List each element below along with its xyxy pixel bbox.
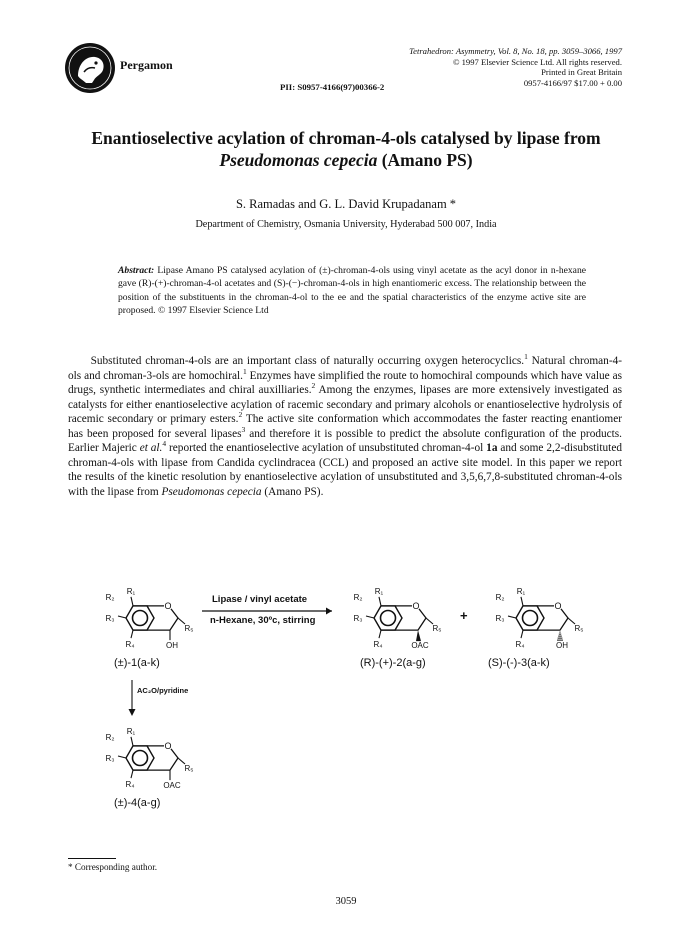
compound-label: 1a [486,442,498,454]
citation-ref[interactable]: 2 [311,381,316,391]
ring-oxygen: O [164,600,172,611]
hydroxyl-group: OH [556,641,568,651]
aromatic-circle [523,611,538,626]
abstract-text: Lipase Amano PS catalysed acylation of (±)-chroman-4-ols using vinyl acetate as the acyl donor in n-hexane gave (R)-(+)-chroman-4-ol acetates and (S)-(−)-chroman-4-ols in high enantiomeric excess. The relationship between the position of the substituents in the chroman-4-ol to the ee and the spatial characteristics of the enzyme active site are proposed. © 1997 Elsevier Science Ltd [118,265,586,317]
title-line-2 [40,149,652,171]
bond [118,756,126,758]
bond [147,749,178,770]
journal-citation: Tetrahedron: Asymmetry, Vol. 8, No. 18, pp. 3059–3066, 1997 [409,46,622,56]
citation-ref[interactable]: 4 [162,439,167,449]
molecule-3 [495,587,583,650]
body-text-span: (Amano PS). [261,485,324,498]
benzene-ring [126,606,154,630]
reaction-scheme [0,560,692,840]
substituent-r4: R₄ [125,780,135,790]
ring-oxygen: O [554,600,562,611]
footnote-rule [68,858,116,859]
body-text-span: Natural chroman-4-ols and chroman-3-ols are homochiral. [68,355,622,382]
citation-ref[interactable]: 3 [241,424,246,434]
bond [508,616,516,618]
bond [131,597,133,606]
body-text-span: and some 2,2-disubstituted chroman-4-ols with lipase from Candida cyclindracea (CCL) and proposed an active site model. In this paper we report the results of the kinetic resolution by enantioselective acylation of unsubstituted and 3,5,6,7,8-substituted chroman-4-ols with the lipase from [68,442,622,498]
substituent-r5: R₅ [574,624,584,633]
journal-info [409,46,622,88]
ring-oxygen: O [412,600,420,611]
body-text-span: The active site conformation which accommodates the faster reacting enantiomer has been proposed for several lipases [68,413,622,440]
substituent-r3: R₃ [495,614,505,623]
substituent-r4: R₄ [515,640,525,650]
benzene-ring [126,746,154,770]
bond [147,609,178,630]
body-text-span: Among the enzymes, lipases are more extensively investigated as catalysts for either enantioselective acylation of racemic secondary and primary alcohols or enantioselective hydrolysis of racemic secondary or primary esters. [68,384,622,425]
bond [537,609,568,630]
aromatic-circle [133,751,148,766]
substituent-r1: R₁ [374,586,384,596]
pii-code: PII: S0957-4166(97)00366-2 [280,82,385,92]
body-text-span: Substituted chroman-4-ols are an important class of naturally occurring oxygen heterocyclics. [90,355,525,367]
substituent-r1: R₁ [516,586,526,596]
printed-line: Printed in Great Britain [541,67,622,78]
benzene-ring [374,606,402,630]
body-text-span: and therefore it is possible to predict the absolute configuration of the products. Earlier Majeric [68,427,623,454]
citation-ref[interactable]: 1 [524,352,528,362]
wedge-bond [416,630,421,641]
abstract [118,264,586,318]
authors: S. Ramadas and G. L. David Krupadanam * [235,197,457,211]
benzene-ring [516,606,544,630]
bond [366,616,374,618]
ring-oxygen: O [164,740,172,751]
caption-compound-1: (±)-1(a-k) [114,657,160,669]
aromatic-circle [133,611,148,626]
bond [395,609,426,630]
substituent-r3: R₃ [105,614,115,623]
substituent-r3: R₃ [105,754,115,763]
body-text-span: reported the enantioselective acylation of unsubstituted chroman-4-ol [166,442,487,454]
citation-ref[interactable]: 2 [238,410,243,420]
body-paragraph [68,354,622,499]
substituent-r1: R₁ [126,726,136,736]
copyright-line: © 1997 Elsevier Science Ltd. All rights reserved. [452,56,622,67]
substituent-r5: R₅ [184,624,194,633]
substituent-r4: R₄ [125,640,135,650]
substituent-r4: R₄ [373,640,383,650]
substituent-r2: R₂ [105,592,115,602]
substituent-r2: R₂ [495,592,505,602]
substituent-r2: R₂ [105,732,115,742]
reagent-bottom: n-Hexane, 30ºc, stirring [210,615,316,626]
hydroxyl-group: OH [166,641,178,651]
bond [379,630,381,638]
et-al: et al. [139,442,163,454]
bond [379,597,381,606]
page-number: 3059 [335,896,357,907]
species-name: Pseudomonas cepecia [161,485,262,498]
substituent-r1: R₁ [126,586,136,596]
footnote: * Corresponding author. [68,862,158,872]
citation-ref[interactable]: 1 [242,366,247,376]
caption-compound-3: (S)-(-)-3(a-k) [488,657,550,669]
pergamon-logo-icon [64,42,116,94]
substituent-r5: R₅ [184,764,194,773]
bond [131,630,133,638]
substituent-r2: R₂ [353,592,363,602]
title-line-1: Enantioselective acylation of chroman-4-ols catalysed by lipase from [91,128,601,148]
bond [131,770,133,778]
title-species: Pseudomonas cepecia [219,150,378,170]
molecule-2 [353,587,441,650]
publisher-name: Pergamon [120,58,173,72]
substituent-r3: R₃ [353,614,363,623]
bond [521,630,523,638]
acetate-group: OAC [411,641,429,651]
molecule-1 [105,587,193,650]
affiliation: Department of Chemistry, Osmania University, Hyderabad 500 007, India [195,219,497,230]
substituent-r5: R₅ [432,624,442,633]
abstract-label: Abstract: [118,265,155,276]
paper-title [40,127,652,171]
title-line-2-rest: (Amano PS) [377,150,473,170]
bond [131,737,133,746]
caption-compound-2: (R)-(+)-2(a-g) [360,657,426,669]
reagent-acetylation: AC₂O/pyridine [137,686,189,695]
bond [118,616,126,618]
bond [521,597,523,606]
acetate-group: OAC [163,781,181,791]
plus-sign: + [460,608,468,623]
molecule-4 [105,727,193,790]
aromatic-circle [381,611,396,626]
reagent-top: Lipase / vinyl acetate [212,594,308,605]
caption-compound-4: (±)-4(a-g) [114,797,161,809]
body-text-span: Enzymes have simplified the route to homochiral compounds which have value as drugs, synthetic intermediates and chiral auxilliaries. [68,369,622,396]
price-line: 0957-4166/97 $17.00 + 0.00 [523,77,622,88]
